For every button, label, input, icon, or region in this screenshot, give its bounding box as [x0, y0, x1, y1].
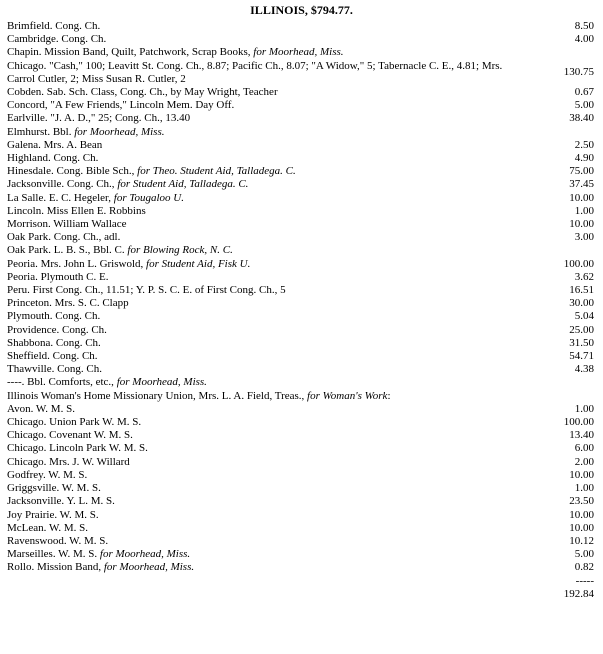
donation-text — [7, 86, 524, 99]
total-separator: ----- — [575, 574, 594, 587]
donor-text: Shabbona. Cong. Ch. — [7, 336, 101, 349]
donation-text — [7, 403, 524, 416]
donation-amount: 2.00 — [574, 455, 594, 468]
donation-amount: 10.12 — [569, 534, 594, 547]
donation-amount: 10.00 — [569, 468, 594, 481]
donation-row — [7, 324, 594, 337]
donation-amount: 5.04 — [574, 310, 594, 323]
donation-row — [7, 244, 594, 257]
donation-amount: 3.62 — [574, 270, 594, 283]
designation-text: for Moorhead, Miss. — [74, 125, 165, 138]
donor-text: Princeton. Mrs. S. C. Clapp — [7, 297, 129, 310]
donation-amount: 31.50 — [569, 336, 594, 349]
donation-text — [7, 46, 524, 59]
donation-amount: 3.00 — [574, 231, 594, 244]
donation-text — [7, 33, 524, 46]
donation-row — [7, 218, 594, 231]
donation-row — [7, 561, 594, 574]
donor-text: Providence. Cong. Ch. — [7, 323, 107, 336]
donation-text — [7, 126, 524, 139]
donor-text: Oak Park. Cong. Ch., adl. — [7, 231, 121, 244]
donation-row — [7, 139, 594, 152]
donation-text — [7, 192, 524, 205]
donation-row — [7, 46, 594, 59]
donor-text: Thawville. Cong. Ch. — [7, 363, 103, 376]
donor-text: Sheffield. Cong. Ch. — [7, 350, 98, 363]
donation-text — [7, 165, 524, 178]
donation-amount: 5.00 — [574, 548, 594, 561]
donation-amount: 37.45 — [569, 178, 594, 191]
donation-text — [7, 310, 524, 323]
donation-amount: 2.50 — [574, 138, 594, 151]
donor-text: Galena. Mrs. A. Bean — [7, 138, 103, 151]
donation-row — [7, 495, 594, 508]
donation-text — [7, 20, 524, 33]
donation-amount: 5.00 — [574, 99, 594, 112]
donation-row — [7, 548, 594, 561]
donor-text: Marseilles. W. M. S. — [7, 548, 100, 561]
donation-row — [7, 99, 594, 112]
donation-text — [7, 99, 524, 112]
donation-row — [7, 350, 594, 363]
donation-text — [7, 456, 524, 469]
donor-text: Peru. First Cong. Ch., 11.51; Y. P. S. C. E. of First Cong. Ch., 5 — [7, 284, 286, 297]
donation-text — [7, 469, 524, 482]
designation-text: for Moorhead, Miss. — [116, 376, 207, 389]
donation-text — [7, 548, 524, 561]
donation-row — [7, 271, 594, 284]
donation-row — [7, 403, 594, 416]
donation-text — [7, 482, 524, 495]
donation-amount: 1.00 — [574, 482, 594, 495]
donor-text: Elmhurst. Bbl. — [7, 125, 75, 138]
donation-row — [7, 416, 594, 429]
donation-amount: 4.90 — [574, 152, 594, 165]
donation-text — [7, 561, 524, 574]
donor-text: Peoria. Mrs. John L. Griswold, — [7, 257, 147, 270]
donation-text — [7, 60, 524, 86]
donation-list — [7, 20, 594, 601]
donation-row — [7, 86, 594, 99]
donation-text — [7, 522, 524, 535]
donor-text: Chicago. "Cash," 100; Leavitt St. Cong. Ch., 8.87; Pacific Ch., 8.07; "A Widow," 5; Tabernacle C. E., 4.81; Mrs. Carrol Cutler, 2; Miss Susan R. Cutler, 2 — [7, 59, 503, 85]
donation-row — [7, 205, 594, 218]
tail-text: : — [387, 389, 391, 402]
donation-text — [7, 271, 524, 284]
donation-row — [7, 231, 594, 244]
donor-text: Chapin. Mission Band, Quilt, Patchwork, Scrap Books, — [7, 46, 254, 59]
donation-row — [7, 192, 594, 205]
donation-amount: 1.00 — [574, 204, 594, 217]
donor-text: Jacksonville. Cong. Ch., — [7, 178, 118, 191]
donor-text: Brimfield. Cong. Ch. — [7, 20, 101, 32]
donation-row — [7, 20, 594, 33]
donation-text — [7, 112, 524, 125]
designation-text: for Theo. Student Aid, Talladega. C. — [137, 165, 296, 178]
donation-amount: 13.40 — [569, 429, 594, 442]
donor-text: Rollo. Mission Band, — [7, 561, 104, 574]
page-title: ILLINOIS, $794.77. — [250, 3, 353, 17]
donation-row — [7, 112, 594, 125]
donation-row — [7, 509, 594, 522]
donation-row — [7, 337, 594, 350]
donation-text — [7, 284, 524, 297]
donation-text — [7, 429, 524, 442]
designation-text: for Woman's Work — [307, 389, 388, 402]
donation-amount: 0.82 — [574, 561, 594, 574]
donation-text — [7, 416, 524, 429]
donation-amount: 10.00 — [569, 508, 594, 521]
donation-row — [7, 310, 594, 323]
donation-text — [7, 509, 524, 522]
donor-text: Hinesdale. Cong. Bible Sch., — [7, 165, 138, 178]
donation-text — [7, 244, 524, 257]
donation-row — [7, 469, 594, 482]
donation-row — [7, 165, 594, 178]
donation-amount: 23.50 — [569, 495, 594, 508]
donation-text — [7, 258, 524, 271]
donation-text — [7, 324, 524, 337]
donation-text — [7, 376, 524, 389]
donation-amount: 8.50 — [574, 20, 594, 32]
donation-text — [7, 535, 524, 548]
donation-amount: 4.00 — [574, 33, 594, 46]
donation-amount: 10.00 — [569, 521, 594, 534]
donation-row — [7, 126, 594, 139]
donor-text: Avon. W. M. S. — [7, 402, 75, 415]
donation-row — [7, 442, 594, 455]
donation-row — [7, 178, 594, 191]
donation-text — [7, 152, 524, 165]
donation-row — [7, 258, 594, 271]
donation-amount: 4.38 — [574, 363, 594, 376]
donation-row — [7, 522, 594, 535]
donation-amount: 130.75 — [563, 66, 594, 79]
donor-text: Chicago. Union Park W. M. S. — [7, 416, 142, 429]
donation-text — [7, 218, 524, 231]
designation-text: for Moorhead, Miss. — [253, 46, 344, 59]
donor-text: Illinois Woman's Home Missionary Union, Mrs. L. A. Field, Treas., — [7, 389, 308, 402]
designation-text: for Blowing Rock, N. C. — [127, 244, 233, 257]
donation-row — [7, 363, 594, 376]
donation-amount: 16.51 — [569, 284, 594, 297]
donation-amount: 100.00 — [563, 416, 594, 429]
donation-text — [7, 205, 524, 218]
donor-text: Jacksonville. Y. L. M. S. — [7, 495, 115, 508]
designation-text: for Moorhead, Miss. — [99, 548, 191, 561]
donation-text — [7, 231, 524, 244]
donor-text: Highland. Cong. Ch. — [7, 152, 99, 165]
donation-row — [7, 535, 594, 548]
donor-text: Lincoln. Miss Ellen E. Robbins — [7, 204, 146, 217]
donation-text — [7, 495, 524, 508]
donation-amount: 10.00 — [569, 191, 594, 204]
donation-row — [7, 297, 594, 310]
donation-row — [7, 33, 594, 46]
donation-text — [7, 363, 524, 376]
donor-text: Oak Park. L. B. S., Bbl. C. — [7, 244, 128, 257]
donor-text: Concord, "A Few Friends," Lincoln Mem. Day Off. — [7, 99, 235, 112]
donor-text: Joy Prairie. W. M. S. — [7, 508, 99, 521]
designation-text: for Moorhead, Miss. — [103, 561, 195, 574]
donor-text: McLean. W. M. S. — [7, 521, 88, 534]
total-row — [7, 588, 594, 601]
donor-text: Chicago. Covenant W. M. S. — [7, 429, 133, 442]
donation-amount: 0.67 — [574, 86, 594, 98]
donor-text: Chicago. Lincoln Park W. M. S. — [7, 442, 148, 455]
total-amount: 192.84 — [563, 587, 594, 600]
donor-text: Cambridge. Cong. Ch. — [7, 33, 107, 46]
donor-text: Cobden. Sab. Sch. Class, Cong. Ch., by May Wright, Teacher — [7, 86, 278, 98]
donation-amount: 38.40 — [569, 112, 594, 125]
donor-text: Earlville. "J. A. D.," 25; Cong. Ch., 13.40 — [7, 112, 191, 125]
donation-text — [7, 297, 524, 310]
donation-text — [7, 178, 524, 191]
donor-text: Ravenswood. W. M. S. — [7, 534, 109, 547]
donation-amount: 1.00 — [574, 402, 594, 415]
donation-text — [7, 139, 524, 152]
donor-text: Chicago. Mrs. J. W. Willard — [7, 455, 130, 468]
donation-row — [7, 152, 594, 165]
donation-amount: 10.00 — [569, 218, 594, 231]
donation-amount: 54.71 — [569, 350, 594, 363]
donation-text — [7, 390, 524, 403]
designation-text: for Tougaloo U. — [113, 191, 184, 204]
donation-text — [7, 350, 524, 363]
donation-row — [7, 390, 594, 403]
designation-text: for Student Aid, Fisk U. — [146, 257, 251, 270]
donation-row — [7, 60, 594, 86]
donor-text: Plymouth. Cong. Ch. — [7, 310, 101, 323]
donation-row — [7, 376, 594, 389]
donation-row — [7, 482, 594, 495]
donation-amount: 6.00 — [574, 442, 594, 455]
donor-text: ----. Bbl. Comforts, etc., — [7, 376, 117, 389]
donation-amount: 75.00 — [569, 165, 594, 178]
donation-amount: 100.00 — [563, 257, 594, 270]
donation-row — [7, 456, 594, 469]
donation-amount: 30.00 — [569, 297, 594, 310]
donation-row — [7, 284, 594, 297]
donor-text: Peoria. Plymouth C. E. — [7, 270, 109, 283]
donation-text — [7, 337, 524, 350]
designation-text: for Student Aid, Talladega. C. — [117, 178, 249, 191]
donor-text: Morrison. William Wallace — [7, 218, 127, 231]
donation-row — [7, 429, 594, 442]
donation-text — [7, 442, 524, 455]
donor-text: La Salle. E. C. Hegeler, — [7, 191, 114, 204]
donation-amount: 25.00 — [569, 323, 594, 336]
donor-text: Godfrey. W. M. S. — [7, 468, 88, 481]
donor-text: Griggsville. W. M. S. — [7, 482, 101, 495]
